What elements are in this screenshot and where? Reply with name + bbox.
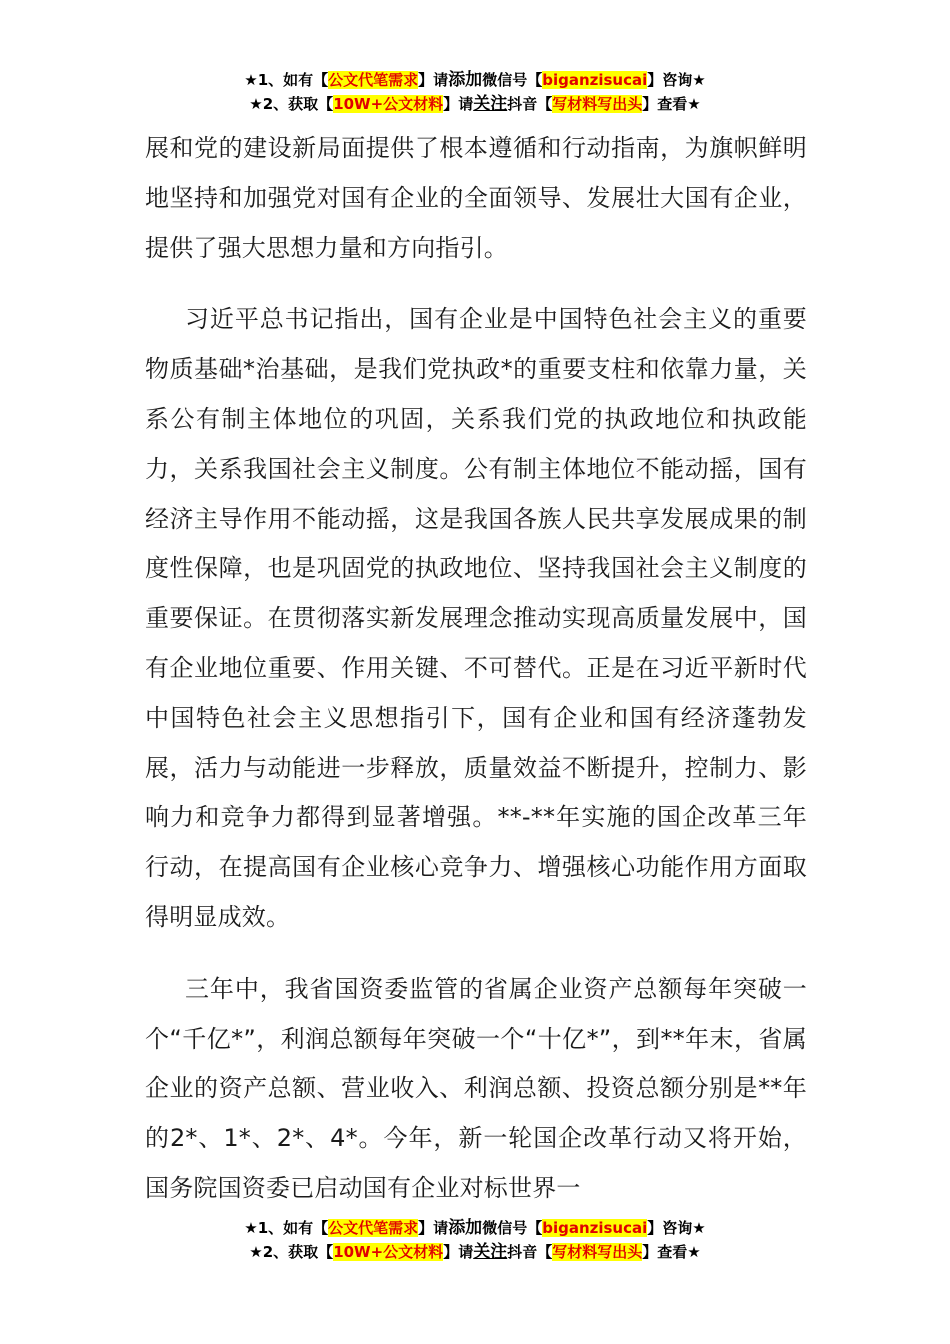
paragraph-gap (145, 943, 807, 965)
banner-text: 微信号【 (482, 1219, 543, 1237)
banner-text: 】咨询★ (647, 1219, 706, 1237)
banner-text: 抖音【 (507, 1243, 553, 1261)
banner-text: 】查看★ (642, 1243, 701, 1261)
highlight-materials: 10W+公文材料 (333, 95, 444, 113)
paragraph: 三年中，我省国资委监管的省属企业资产总额每年突破一个“千亿*”，利润总额每年突破一个“十亿*”，到**年末，省属企业的资产总额、营业收入、利润总额、投资总额分别是**年的2*、1*、2*、4*。今年，新一轮国企改革行动又将开始，国务院国资委已启动国有企业对标世界一 (145, 974, 807, 1202)
banner-text: 微信号【 (482, 71, 543, 89)
banner-line-2 (0, 92, 950, 116)
banner-text: 】请 (443, 1243, 474, 1261)
highlight-douyin: 写材料写出头 (552, 1243, 643, 1261)
banner-line-1 (0, 68, 950, 92)
banner-line-2 (0, 1240, 950, 1264)
highlight-wechat-id: biganzisucai (542, 71, 648, 89)
banner-text: ★1、如有【 (244, 71, 329, 89)
highlight-service: 公文代笔需求 (328, 1219, 419, 1237)
paragraph: 习近平总书记指出，国有企业是中国特色社会主义的重要物质基础*治基础，是我们党执政*的重要支柱和依靠力量，关系公有制主体地位的巩固，关系我们党的执政地位和执政能力，关系我国社会主义制度。公有制主体地位不能动摇，国有经济主导作用不能动摇，这是我国各族人民共享发展成果的制度性保障，也是巩固党的执政地位、坚持我国社会主义制度的重要保证。在贯彻落实新发展理念推动实现高质量发展中，国有企业地位重要、作用关键、不可替代。正是在习近平新时代中国特色社会主义思想指引下，国有企业和国有经济蓬勃发展，活力与动能进一步释放，质量效益不断提升，控制力、影响力和竞争力都得到显著增强。**-**年实施的国企改革三年行动，在提高国有企业核心竞争力、增强核心功能作用方面取得明显成效。 (145, 305, 807, 931)
highlight-douyin: 写材料写出头 (552, 95, 643, 113)
banner-text: ★2、获取【 (249, 1243, 334, 1261)
banner-text: 】查看★ (642, 95, 701, 113)
banner-emphasis: 添加 (448, 70, 483, 90)
highlight-materials: 10W+公文材料 (333, 1243, 444, 1261)
header-banner (0, 68, 950, 116)
banner-text: 】请 (443, 95, 474, 113)
banner-text: 】请 (418, 1219, 449, 1237)
banner-emphasis: 关注 (473, 94, 508, 114)
highlight-wechat-id: biganzisucai (542, 1219, 648, 1237)
document-body (145, 124, 807, 1214)
footer-banner (0, 1216, 950, 1264)
banner-text: 抖音【 (507, 95, 553, 113)
banner-text: ★1、如有【 (244, 1219, 329, 1237)
paragraph-gap (145, 273, 807, 295)
paragraph: 展和党的建设新局面提供了根本遵循和行动指南，为旗帜鲜明地坚持和加强党对国有企业的全面领导、发展壮大国有企业，提供了强大思想力量和方向指引。 (145, 134, 807, 262)
banner-text: 】请 (418, 71, 449, 89)
banner-emphasis: 关注 (473, 1242, 508, 1262)
banner-line-1 (0, 1216, 950, 1240)
banner-text: ★2、获取【 (249, 95, 334, 113)
banner-text: 】咨询★ (647, 71, 706, 89)
banner-emphasis: 添加 (448, 1218, 483, 1238)
highlight-service: 公文代笔需求 (328, 71, 419, 89)
